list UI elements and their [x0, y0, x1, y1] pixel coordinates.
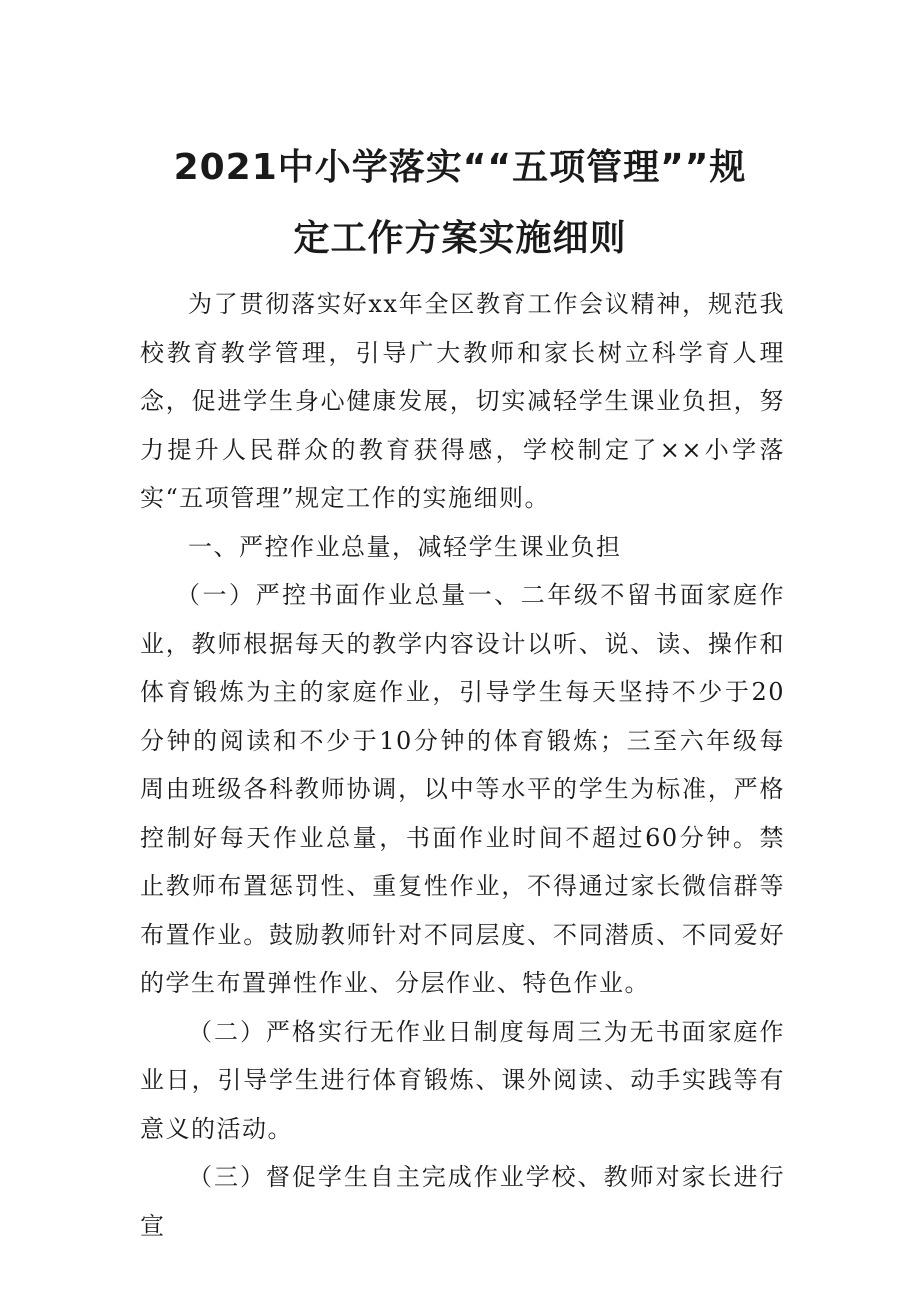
document-title-line-1: 2021中小学落实““五项管理””规	[173, 147, 747, 188]
subsection-paragraph-3: （三）督促学生自主完成作业学校、教师对家长进行宣	[140, 1163, 785, 1240]
intro-paragraph: 为了贯彻落实好xx年全区教育工作会议精神，规范我校教育教学管理，引导广大教师和家长树立科学育人理念，促进学生身心健康发展，切实减轻学生课业负担，努力提升人民群众的教育获得感，学校制定了××小学落实“五项管理”规定工作的实施细则。	[140, 290, 785, 512]
subsection-paragraph-2: （二）严格实行无作业日制度每周三为无书面家庭作业日，引导学生进行体育锻炼、课外阅读、动手实践等有意义的活动。	[140, 1017, 785, 1143]
section-heading-1: 一、严控作业总量，减轻学生课业负担	[188, 532, 622, 561]
document-title-line-2: 定工作方案实施细则	[293, 218, 627, 259]
document-body	[140, 280, 785, 1250]
subsection-paragraph-1: （一）严控书面作业总量一、二年级不留书面家庭作业，教师根据每天的教学内容设计以听、说、读、操作和体育锻炼为主的家庭作业，引导学生每天坚持不少于20分钟的阅读和不少于10分钟的体育锻炼；三至六年级每周由班级各科教师协调，以中等水平的学生为标准，严格控制好每天作业总量，书面作业时间不超过60分钟。禁止教师布置惩罚性、重复性作业，不得通过家长微信群等布置作业。鼓励教师针对不同层度、不同潜质、不同爱好的学生布置弹性作业、分层作业、特色作业。	[140, 581, 785, 997]
